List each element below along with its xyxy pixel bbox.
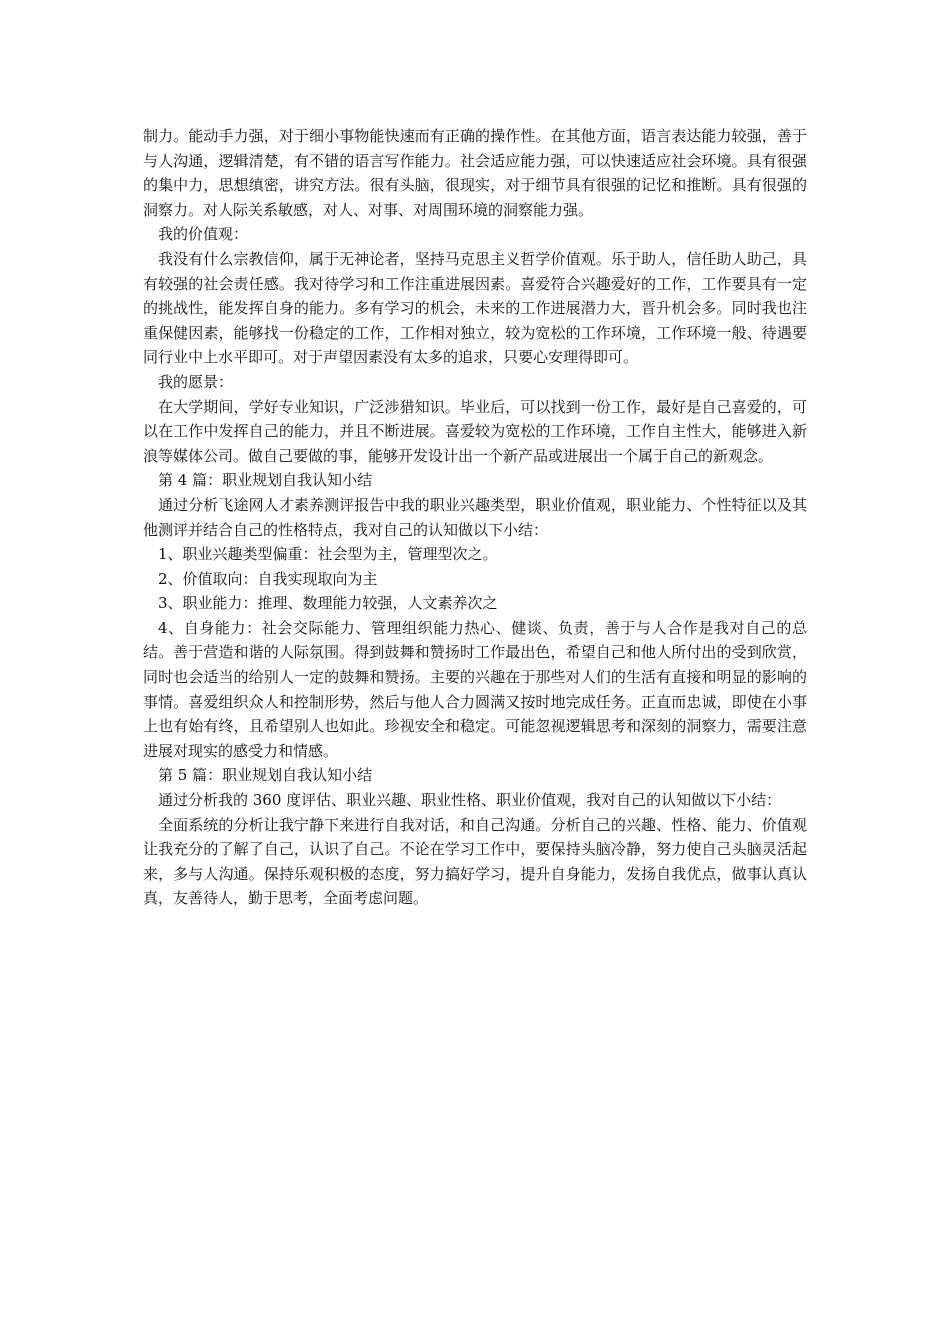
heading-vision: 我的愿景： (158, 372, 234, 391)
heading-values: 我的价值观： (158, 225, 249, 244)
list-item-career-ability: 3、职业能力：推理、数理能力较强，人文素养次之 (158, 594, 498, 613)
heading-article-4: 第 4 篇：职业规划自我认知小结 (158, 471, 373, 490)
paragraph-abilities-continued: 制力。能动手力强，对于细小事物能快速而有正确的操作性。在其他方面，语言表达能力较强，善于与人沟通，逻辑清楚，有不错的语言写作能力。社会适应能力强，可以快速适应社会环境。具有很强的集中力，思想缜密，讲究方法。很有头脑，很现实，对于细节具有很强的记忆和推断。具有很强的洞察力。对人际关系敏感，对人、对事、对周围环境的洞察能力强。 (143, 127, 807, 219)
paragraph-vision: 在大学期间，学好专业知识，广泛涉猎知识。毕业后，可以找到一份工作，最好是自己喜爱的，可以在工作中发挥自己的能力，并且不断进展。喜爱较为宽松的工作环境，工作自主性大，能够进入新浪等媒体公司。做自己要做的事，能够开发设计出一个新产品或进展出一个属于自己的新观念。 (143, 397, 807, 465)
paragraph-article-5-summary: 全面系统的分析让我宁静下来进行自我对话，和自己沟通。分析自己的兴趣、性格、能力、价值观让我充分的了解了自己，认识了自己。不论在学习工作中，要保持头脑冷静，努力使自己头脑灵活起来，多与人沟通。保持乐观积极的态度，努力搞好学习，提升自身能力，发扬自我优点，做事认真认真，友善待人，勤于思考，全面考虑问题。 (143, 815, 807, 908)
heading-article-5: 第 5 篇：职业规划自我认知小结 (158, 766, 373, 785)
paragraph-article-4-intro: 通过分析飞途网人才素养测评报告中我的职业兴趣类型，职业价值观，职业能力、个性特征以及其他测评并结合自己的性格特点，我对自己的认知做以下小结： (143, 495, 807, 539)
paragraph-values: 我没有什么宗教信仰，属于无神论者，坚持马克思主义哲学价值观。乐于助人，信任助人助己，具有较强的社会责任感。我对待学习和工作注重进展因素。喜爱符合兴趣爱好的工作，工作要具有一定的挑战性，能发挥自身的能力。多有学习的机会，未来的工作进展潜力大，晋升机会多。同时我也注重保健因素，能够找一份稳定的工作，工作相对独立，较为宽松的工作环境，工作环境一般、待遇要同行业中上水平即可。对于声望因素没有太多的追求，只要心安理得即可。 (143, 249, 807, 367)
list-item-interest-type: 1、职业兴趣类型偏重：社会型为主，管理型次之。 (158, 545, 498, 564)
list-item-value-orientation: 2、价值取向：自我实现取向为主 (158, 569, 378, 588)
paragraph-article-5-intro: 通过分析我的 360 度评估、职业兴趣、职业性格、职业价值观，我对自己的认知做以下小结： (158, 791, 782, 810)
list-item-personal-ability: 4、自身能力：社会交际能力、管理组织能力热心、健谈、负责，善于与人合作是我对自己的总结。善于营造和谐的人际氛围。得到鼓舞和赞扬时工作最出色，希望自己和他人所付出的受到欣赏，同时也会适当的给别人一定的鼓舞和赞扬。主要的兴趣在于那些对人们的生活有直接和明显的影响的事情。喜爱组织众人和控制形势，然后与他人合力圆满又按时地完成任务。正直而忠诚，即使在小事上也有始有终，且希望别人也如此。珍视安全和稳定。可能忽视逻辑思考和深刻的洞察力，需要注意进展对现实的感受力和情感。 (143, 618, 807, 760)
document-body (143, 124, 807, 911)
